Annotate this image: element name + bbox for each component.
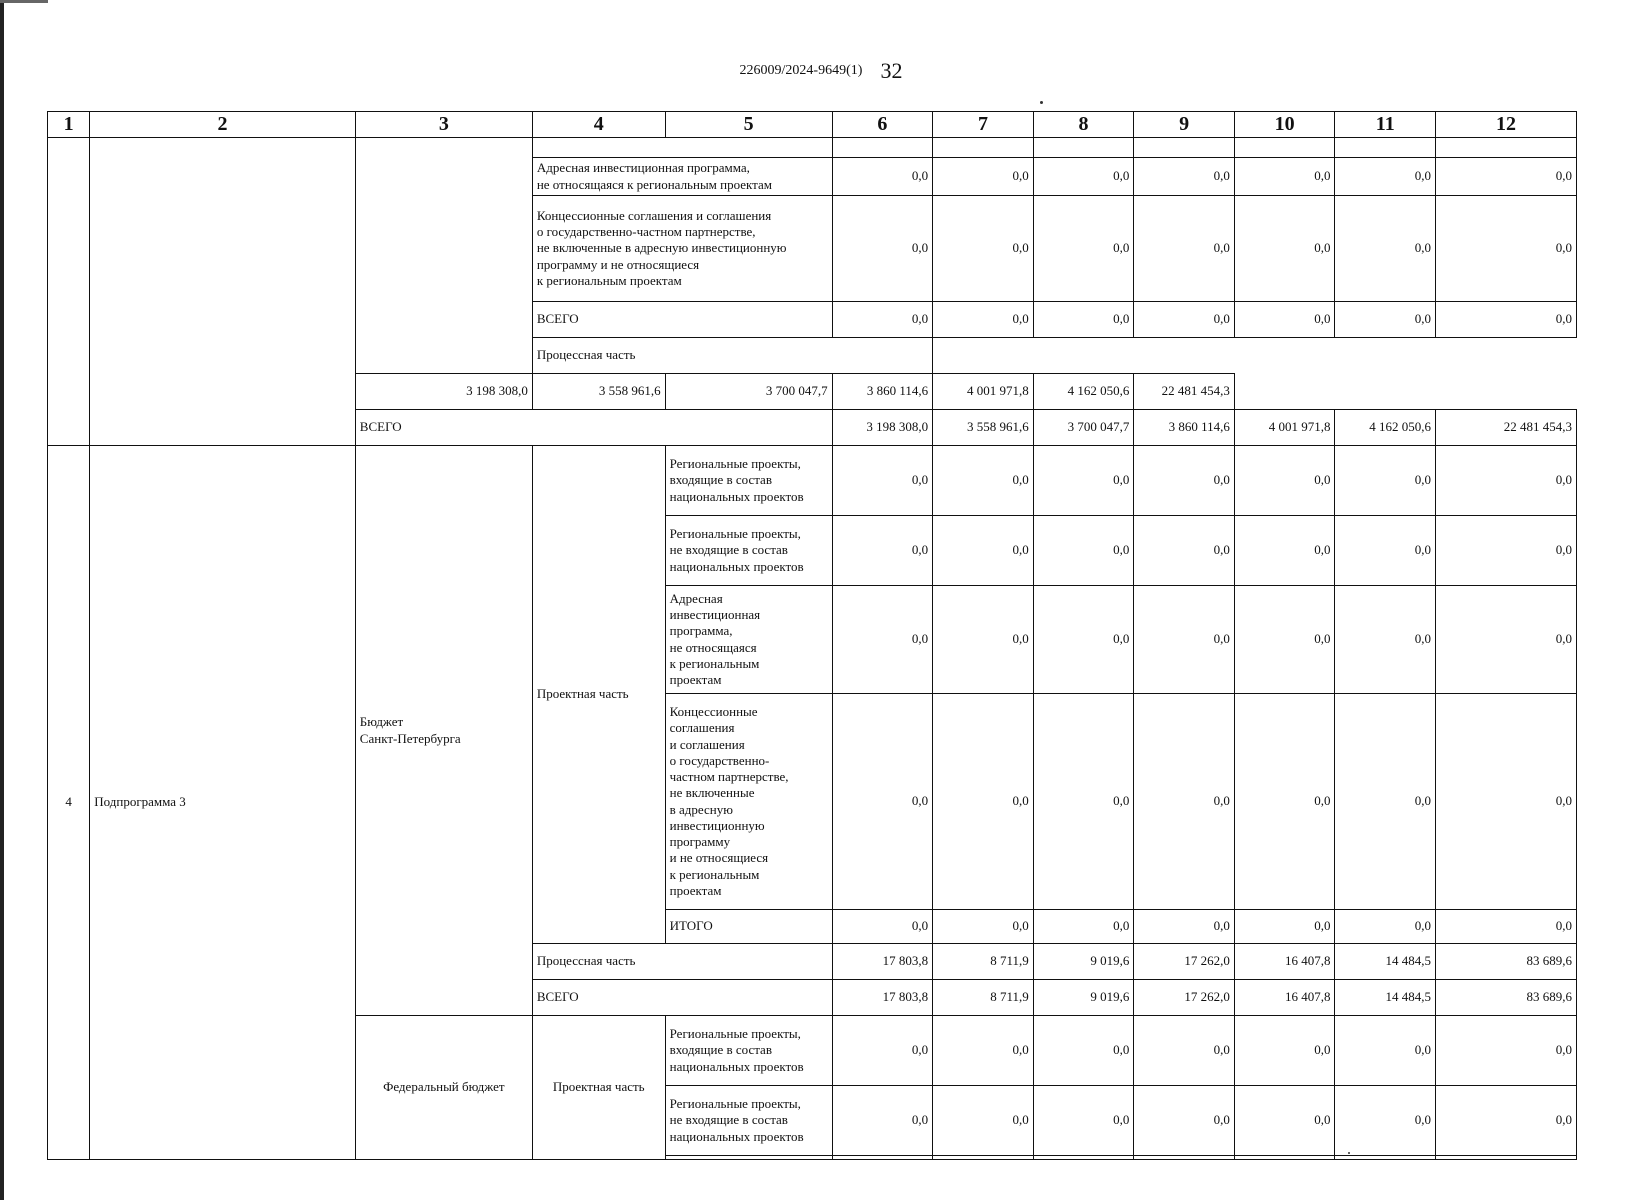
value-cell: 4 001 971,8: [933, 374, 1034, 410]
value-cell: 3 198 308,0: [832, 410, 933, 446]
value-cell: 0,0: [1033, 694, 1134, 910]
value-cell: 0,0: [1436, 516, 1577, 586]
value-cell: 0,0: [933, 516, 1034, 586]
table-row: [48, 138, 1577, 158]
budget-table: [47, 111, 1577, 1160]
column-header: 3: [355, 112, 532, 138]
row-label: Концессионные соглашения и соглашения о государственно-частном партнерстве, не включенные в адресную инвестиционную программу и не относящиеся к региональным проектам: [532, 196, 832, 302]
empty-cell: [1335, 138, 1436, 158]
value-cell: 0,0: [1335, 910, 1436, 944]
value-cell: 3 558 961,6: [532, 374, 665, 410]
value-cell: 0,0: [933, 586, 1034, 694]
funding-source-spb: Бюджет Санкт-Петербурга: [355, 446, 532, 1016]
value-cell: 14 484,5: [1335, 944, 1436, 980]
empty-cell: [832, 1156, 933, 1160]
value-cell: 16 407,8: [1234, 980, 1335, 1016]
value-cell: 0,0: [832, 910, 933, 944]
value-cell: 0,0: [1033, 516, 1134, 586]
empty-cell: [532, 138, 832, 158]
empty-cell: [933, 138, 1034, 158]
total-label: ВСЕГО: [355, 410, 832, 446]
value-cell: 0,0: [1234, 302, 1335, 338]
value-cell: 0,0: [933, 1016, 1034, 1086]
value-cell: 0,0: [933, 446, 1034, 516]
value-cell: 14 484,5: [1335, 980, 1436, 1016]
value-cell: 0,0: [1134, 158, 1235, 196]
column-header: 8: [1033, 112, 1134, 138]
value-cell: 0,0: [1436, 446, 1577, 516]
value-cell: 0,0: [1134, 910, 1235, 944]
value-cell: 83 689,6: [1436, 944, 1577, 980]
value-cell: 0,0: [933, 302, 1034, 338]
value-cell: 0,0: [832, 1016, 933, 1086]
value-cell: 0,0: [1436, 694, 1577, 910]
value-cell: 0,0: [832, 694, 933, 910]
value-cell: 0,0: [1234, 516, 1335, 586]
value-cell: 0,0: [832, 1086, 933, 1156]
empty-cell: [832, 138, 933, 158]
row-label: Концессионные соглашения и соглашения о государственно- частном партнерстве, не включенные в адресную инвестиционную программу и не относящиеся к региональным проектам: [665, 694, 832, 910]
scan-speck: [1040, 101, 1043, 104]
column-header: 11: [1335, 112, 1436, 138]
value-cell: 0,0: [1335, 1016, 1436, 1086]
page-header: [0, 58, 1642, 84]
row-label: Адресная инвестиционная программа, не относящаяся к региональным проектам: [665, 586, 832, 694]
value-cell: 83 689,6: [1436, 980, 1577, 1016]
prev-name-cell: [90, 138, 356, 446]
row-label: Региональные проекты, не входящие в состав национальных проектов: [665, 1086, 832, 1156]
value-cell: 0,0: [933, 1086, 1034, 1156]
empty-cell: [933, 1156, 1034, 1160]
value-cell: 3 700 047,7: [1033, 410, 1134, 446]
value-cell: 3 860 114,6: [1134, 410, 1235, 446]
value-cell: 0,0: [1335, 302, 1436, 338]
value-cell: 0,0: [1134, 694, 1235, 910]
scan-top-mark: [0, 0, 48, 3]
column-header: 2: [90, 112, 356, 138]
total-label: ВСЕГО: [532, 980, 832, 1016]
empty-cell: [1033, 138, 1134, 158]
column-header: 5: [665, 112, 832, 138]
value-cell: 0,0: [1134, 516, 1235, 586]
value-cell: 0,0: [933, 694, 1034, 910]
funding-source-federal: Федеральный бюджет: [355, 1016, 532, 1160]
column-header: 6: [832, 112, 933, 138]
page-number: 32: [880, 58, 903, 83]
value-cell: 0,0: [1436, 1086, 1577, 1156]
value-cell: 0,0: [1033, 1086, 1134, 1156]
value-cell: 0,0: [832, 158, 933, 196]
process-part-label: Процессная часть: [532, 338, 932, 374]
prev-number-cell: [48, 138, 90, 446]
value-cell: 0,0: [1033, 158, 1134, 196]
value-cell: 0,0: [1033, 196, 1134, 302]
value-cell: 0,0: [1134, 586, 1235, 694]
empty-cell: [1134, 138, 1235, 158]
empty-cell: [1033, 1156, 1134, 1160]
value-cell: 3 198 308,0: [355, 374, 532, 410]
row-number: 4: [48, 446, 90, 1160]
value-cell: 0,0: [1033, 910, 1134, 944]
value-cell: 0,0: [1436, 1016, 1577, 1086]
value-cell: 0,0: [1134, 196, 1235, 302]
empty-cell: [1234, 138, 1335, 158]
value-cell: 0,0: [1335, 586, 1436, 694]
value-cell: 8 711,9: [933, 944, 1034, 980]
prev-source-cell: [355, 138, 532, 374]
value-cell: 0,0: [1436, 158, 1577, 196]
value-cell: 0,0: [1033, 302, 1134, 338]
value-cell: 17 262,0: [1134, 944, 1235, 980]
value-cell: 0,0: [1234, 910, 1335, 944]
value-cell: 17 803,8: [832, 980, 933, 1016]
value-cell: 0,0: [1335, 446, 1436, 516]
value-cell: 8 711,9: [933, 980, 1034, 1016]
subprogram-name: Подпрограмма 3: [90, 446, 356, 1160]
value-cell: 0,0: [1335, 196, 1436, 302]
value-cell: 0,0: [1335, 1086, 1436, 1156]
value-cell: 3 700 047,7: [665, 374, 832, 410]
value-cell: 0,0: [933, 910, 1034, 944]
empty-cell: [1335, 1156, 1436, 1160]
value-cell: 0,0: [1335, 516, 1436, 586]
value-cell: 16 407,8: [1234, 944, 1335, 980]
scan-edge-line: [0, 0, 4, 1200]
column-number-row: [48, 112, 1577, 138]
value-cell: 3 860 114,6: [832, 374, 933, 410]
value-cell: 3 558 961,6: [933, 410, 1034, 446]
empty-cell: [1436, 138, 1577, 158]
value-cell: 0,0: [1234, 158, 1335, 196]
row-label: ИТОГО: [665, 910, 832, 944]
value-cell: 0,0: [1033, 586, 1134, 694]
empty-cell: [1134, 1156, 1235, 1160]
value-cell: 9 019,6: [1033, 944, 1134, 980]
column-header: 1: [48, 112, 90, 138]
column-header: 12: [1436, 112, 1577, 138]
value-cell: 0,0: [1234, 1086, 1335, 1156]
row-label: Адресная инвестиционная программа, не относящаяся к региональным проектам: [532, 158, 832, 196]
value-cell: 0,0: [1436, 196, 1577, 302]
value-cell: 4 162 050,6: [1335, 410, 1436, 446]
value-cell: 0,0: [832, 446, 933, 516]
value-cell: 0,0: [1134, 446, 1235, 516]
column-header: 4: [532, 112, 665, 138]
value-cell: 0,0: [1436, 302, 1577, 338]
value-cell: 0,0: [1234, 694, 1335, 910]
value-cell: 0,0: [832, 196, 933, 302]
value-cell: 0,0: [832, 516, 933, 586]
value-cell: 4 001 971,8: [1234, 410, 1335, 446]
value-cell: 0,0: [832, 586, 933, 694]
project-part-label: Проектная часть: [532, 446, 665, 944]
empty-cell: [1234, 1156, 1335, 1160]
row-label: Региональные проекты, не входящие в состав национальных проектов: [665, 516, 832, 586]
row-label: Региональные проекты, входящие в состав национальных проектов: [665, 1016, 832, 1086]
table-row: [48, 446, 1577, 516]
value-cell: 0,0: [1234, 196, 1335, 302]
document-id: 226009/2024-9649(1): [739, 63, 863, 78]
empty-cell: [665, 1156, 832, 1160]
value-cell: 0,0: [1335, 158, 1436, 196]
row-label: Региональные проекты, входящие в состав национальных проектов: [665, 446, 832, 516]
empty-cell: [1436, 1156, 1577, 1160]
value-cell: 0,0: [832, 302, 933, 338]
value-cell: 0,0: [1033, 1016, 1134, 1086]
value-cell: 0,0: [1335, 694, 1436, 910]
value-cell: 0,0: [1134, 302, 1235, 338]
project-part-label: Проектная часть: [532, 1016, 665, 1160]
value-cell: 0,0: [1234, 1016, 1335, 1086]
value-cell: 9 019,6: [1033, 980, 1134, 1016]
value-cell: 0,0: [1234, 586, 1335, 694]
value-cell: 0,0: [1033, 446, 1134, 516]
value-cell: 0,0: [1134, 1086, 1235, 1156]
row-label: ВСЕГО: [532, 302, 832, 338]
value-cell: 0,0: [933, 196, 1034, 302]
column-header: 9: [1134, 112, 1235, 138]
value-cell: 0,0: [1134, 1016, 1235, 1086]
value-cell: 22 481 454,3: [1134, 374, 1235, 410]
column-header: 7: [933, 112, 1034, 138]
value-cell: 17 262,0: [1134, 980, 1235, 1016]
value-cell: 0,0: [1436, 910, 1577, 944]
process-part-label: Процессная часть: [532, 944, 832, 980]
value-cell: 17 803,8: [832, 944, 933, 980]
value-cell: 4 162 050,6: [1033, 374, 1134, 410]
column-header: 10: [1234, 112, 1335, 138]
value-cell: 0,0: [933, 158, 1034, 196]
value-cell: 0,0: [1234, 446, 1335, 516]
value-cell: 0,0: [1436, 586, 1577, 694]
value-cell: 22 481 454,3: [1436, 410, 1577, 446]
